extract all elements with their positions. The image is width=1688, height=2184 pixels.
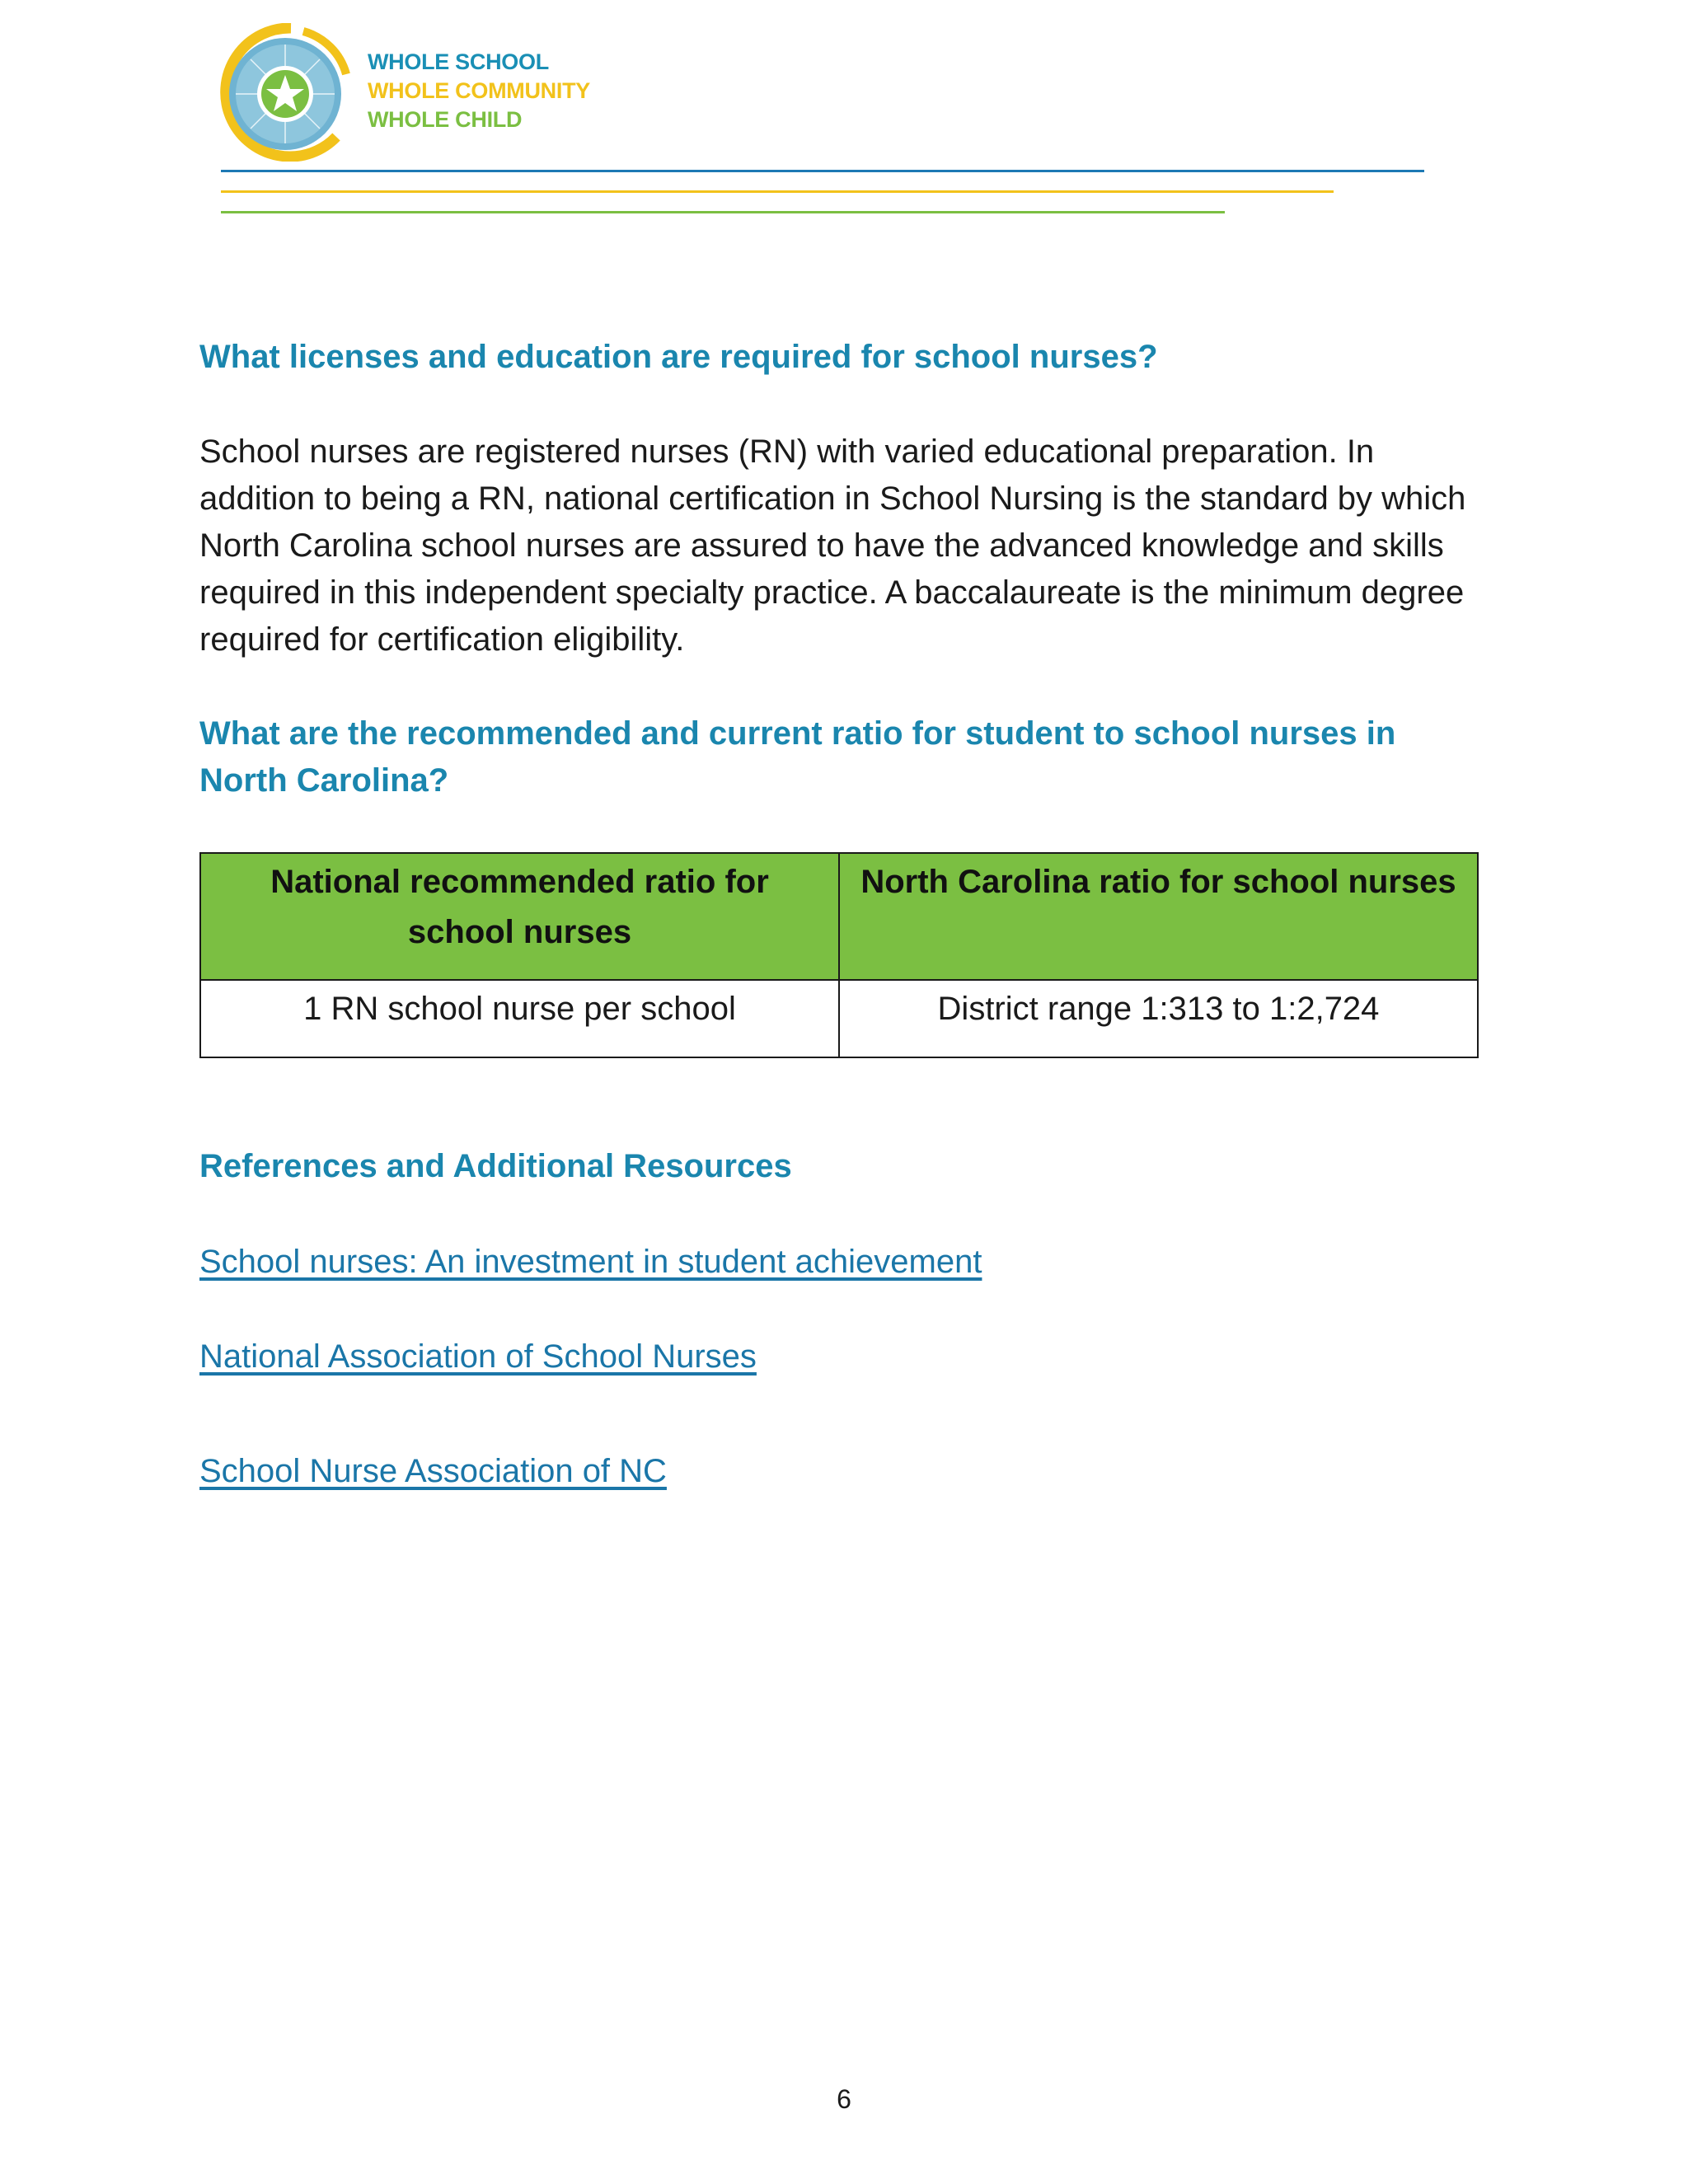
header-rule-blue [221,170,1424,172]
whole-school-logo [213,23,592,162]
heading-ratio: What are the recommended and current ratio for student to school nurses in North Carolina? [199,715,1396,799]
logo-line-whole-child: WHOLE CHILD [368,107,523,132]
ratio-table [199,852,1479,1058]
link-school-nurses-investment[interactable]: School nurses: An investment in student achievement [199,1244,982,1280]
logo-line-whole-school: WHOLE SCHOOL [368,49,549,74]
table-row [200,980,1478,1057]
page-number: 6 [837,2084,851,2114]
link-school-nurse-association-nc[interactable]: School Nurse Association of NC [199,1453,667,1489]
heading-licenses-education: What licenses and education are required for school nurses? [199,339,1158,375]
table-cell-north-carolina: District range 1:313 to 1:2,724 [839,980,1478,1057]
paragraph-licenses-education: School nurses are registered nurses (RN) with varied educational preparation. In addition to being a RN, national certification in School Nursing is the standard by which North Carolina school nurses are assured to have the advanced knowledge and skills required in this independent specialty practice. A baccalaureate is the minimum degree required for certification eligibility. [199,434,1466,658]
table-header-row [200,853,1478,980]
header-rule-green [221,211,1225,213]
table-header-national: National recommended ratio for school nurses [200,853,839,980]
logo-line-whole-community: WHOLE COMMUNITY [368,78,590,103]
table-cell-national: 1 RN school nurse per school [200,980,839,1057]
table-header-north-carolina: North Carolina ratio for school nurses [839,853,1478,980]
logo-emblem-icon [213,23,361,162]
logo-wordmark [368,48,590,134]
heading-references: References and Additional Resources [199,1148,792,1184]
link-national-association-school-nurses[interactable]: National Association of School Nurses [199,1338,757,1375]
header-rule-yellow [221,190,1334,193]
